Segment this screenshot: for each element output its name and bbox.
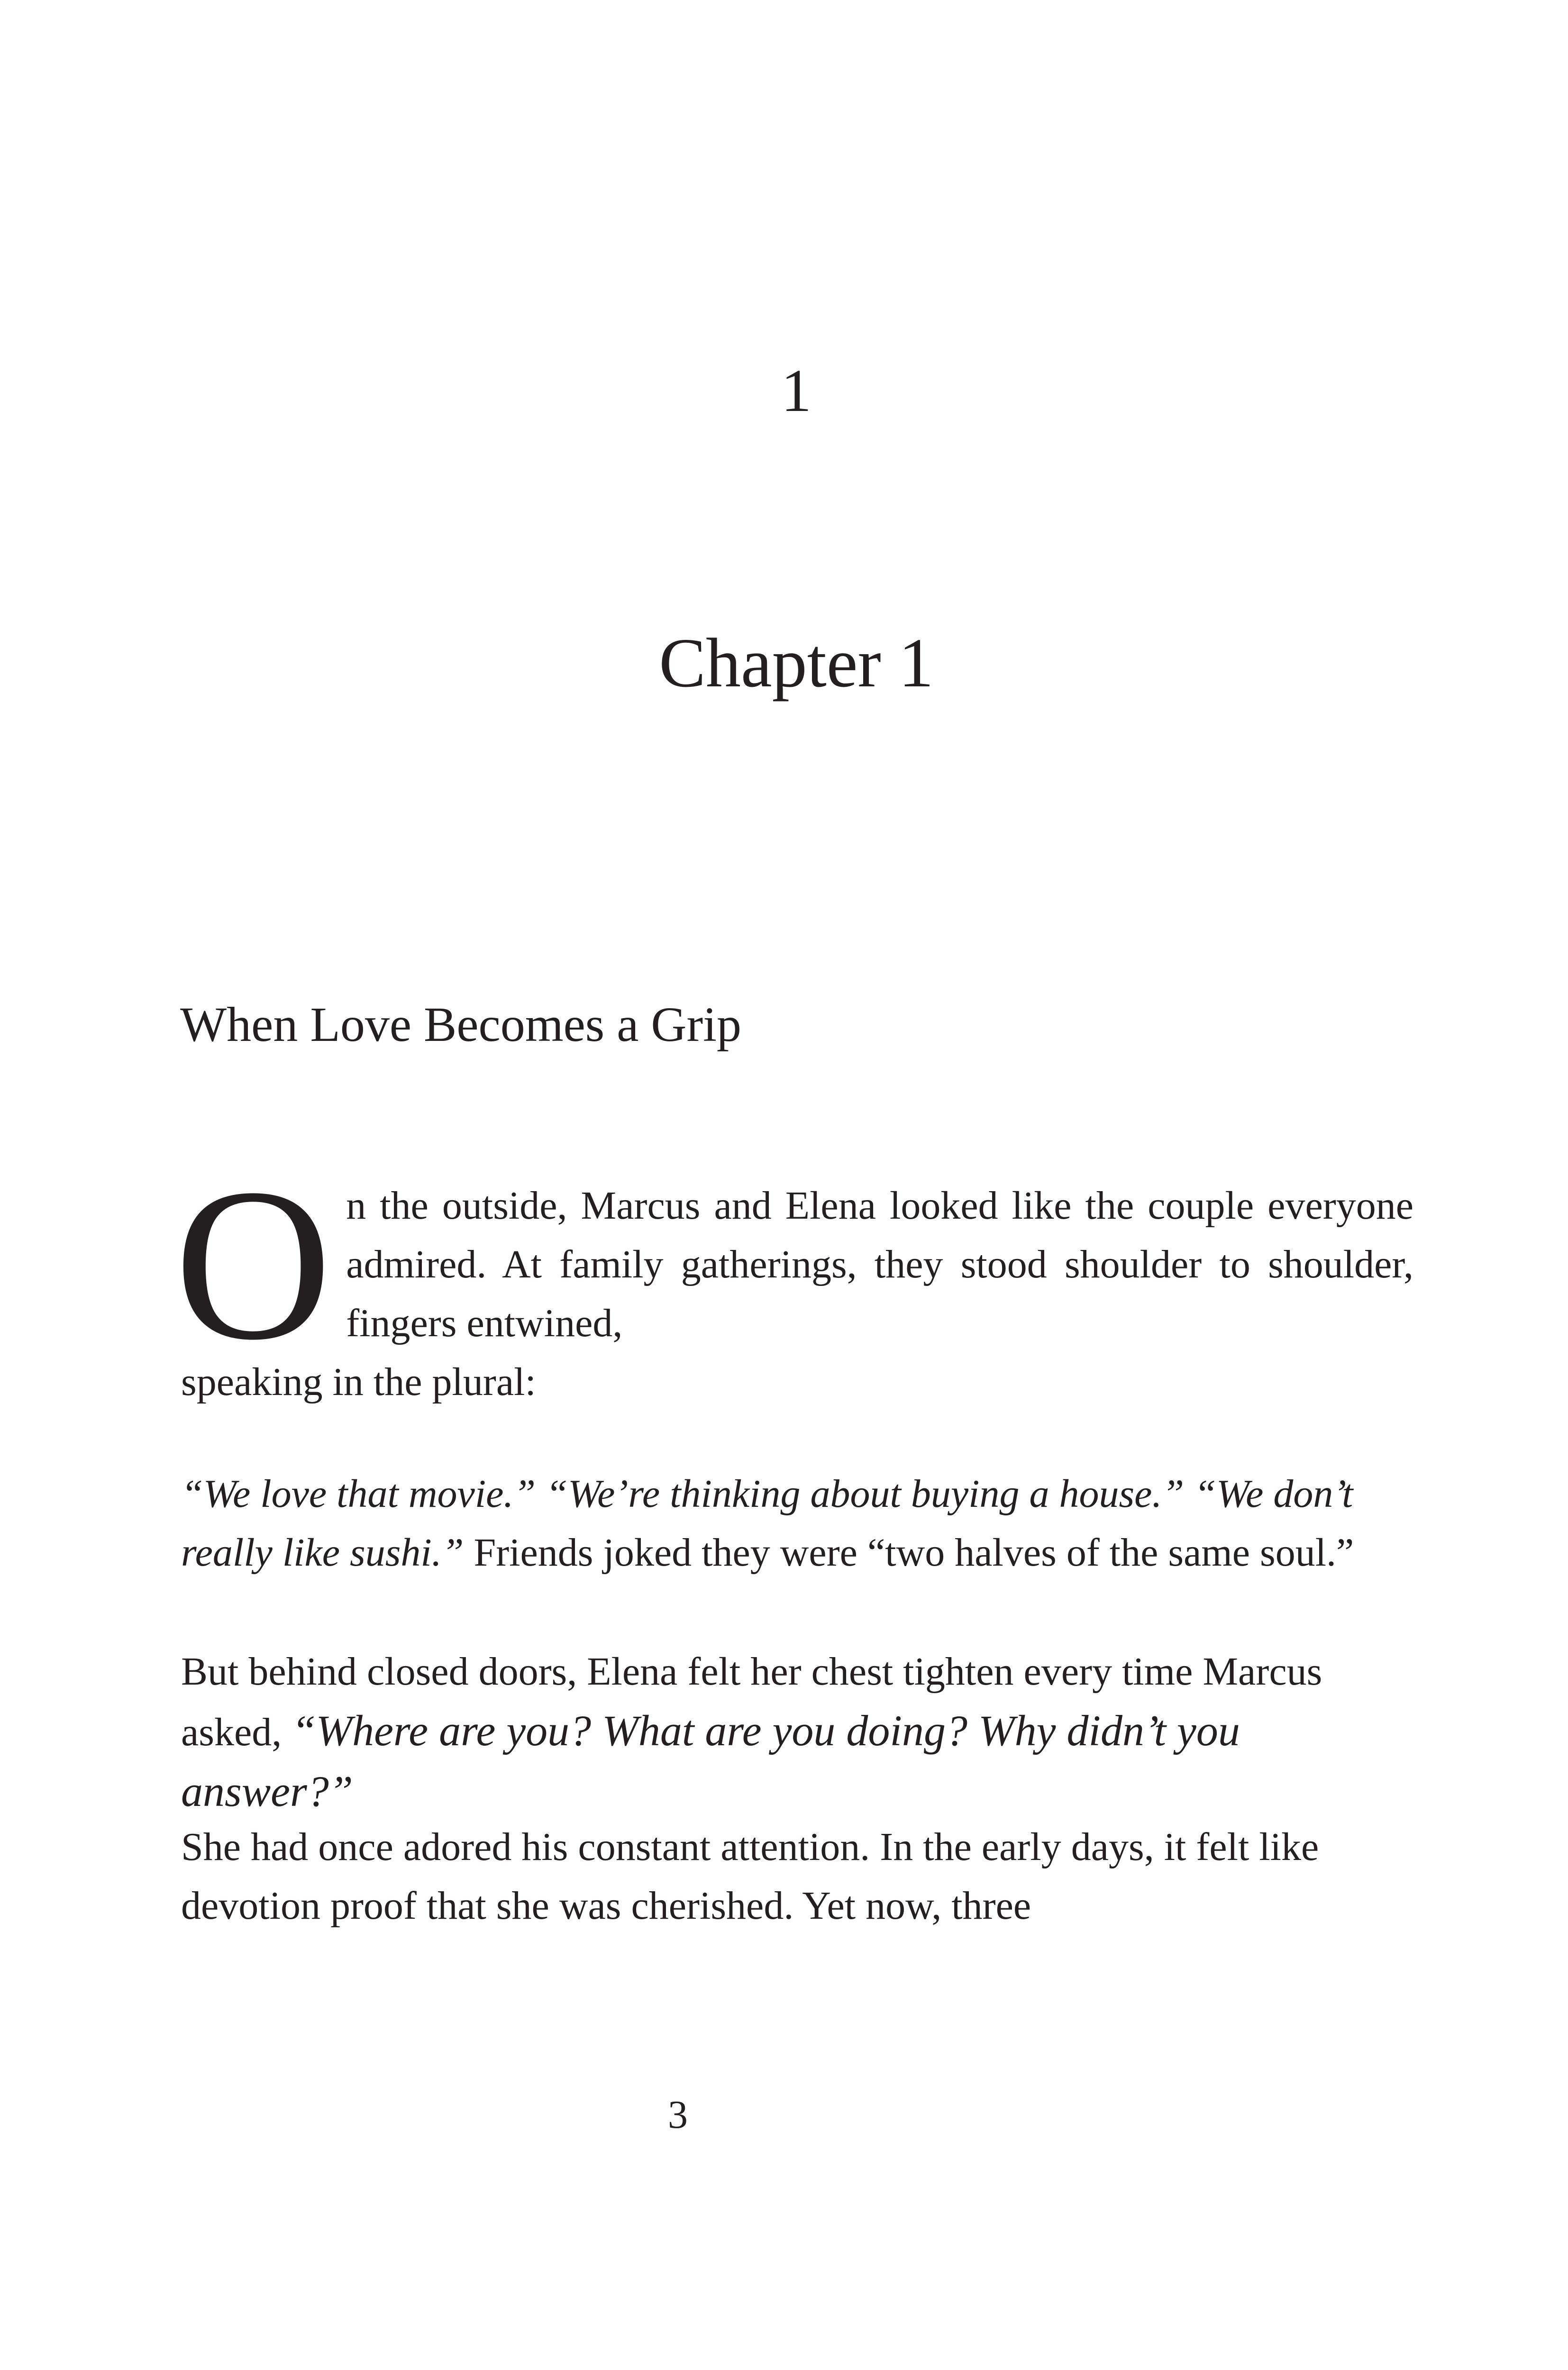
attention-paragraph: She had once adored his constant attention. In the early days, it felt like devotion proof that she was cherished. Yet now, three [181,1825,1319,1928]
quotes-paragraph [181,1465,1413,1582]
opening-paragraph [174,1143,1413,1412]
opening-paragraph-continuation: speaking in the plural: [181,1360,536,1404]
drop-cap: O [174,1143,332,1385]
opening-paragraph-text: n the outside, Marcus and Elena looked like the couple everyone admired. At family gatherings, they stood shoulder to shoulder, fingers entwined, [346,1184,1413,1345]
quote-movie: “We love that movie.” [181,1472,536,1516]
section-heading: When Love Becomes a Grip [180,997,742,1052]
closed-doors-quote: “Where are you? What are you doing? Why didn’t you answer?” [181,1706,1240,1815]
page-number: 3 [668,2093,688,2137]
quote-house: “We’re thinking about buying a house.” [546,1472,1185,1516]
closed-doors-text: But behind closed doors, Elena felt her chest tighten every time Marcus asked, [181,1650,1322,1754]
quote-sushi: “We don’t really like sushi.” [181,1472,1353,1575]
closed-doors-paragraph [181,1642,1413,1823]
chapter-number: 1 [781,357,811,424]
chapter-title: Chapter 1 [659,624,934,702]
quotes-paragraph-text: Friends joked they were “two halves of the same soul.” [474,1531,1354,1575]
